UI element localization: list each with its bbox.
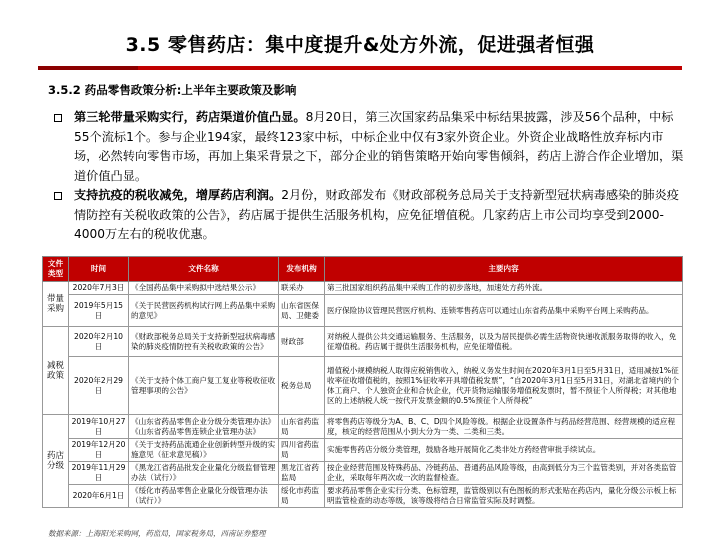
page-title: 3.5 零售药店：集中度提升&处方外流，促进强者恒强 (125, 34, 595, 56)
date-cell: 2020年2月10日 (69, 327, 129, 357)
square-bullet-icon (54, 192, 62, 200)
org-cell: 山东省药监局 (279, 415, 325, 439)
bullet-list (52, 108, 684, 245)
header-org: 发布机构 (279, 257, 325, 282)
bullet-text: 8月20日，第三次国家药品集采中标结果披露，涉及56个品种，中标55个流标1个。参与企业194家，最终123家中标，中标企业中仅有3家外资企业。外资企业战略性放弃标内市场，必然转向零售市场，再加上集采背景之下，部分企业的销售策略开始向零售倾斜，药店上游合作企业增加，渠道价值凸显。 (74, 110, 684, 183)
content-cell: 增值税小规模纳税人取得应税销售收入，纳税义务发生时间在2020年3月1日至5月31日，适用减按1%征收率征收增值税的，按照1%征收率开具增值税发票”，“自2020年3月1日至5月31日，对湖北省境内的个体工商户、个人独资企业和合伙企业，代开货物运输服务增值税发票时，暂不预征个人所得税；对其他地区的上述纳税人统一按代开发票金额的0.5%预征个人所得税” (325, 357, 683, 415)
table-row (43, 357, 683, 415)
date-cell: 2020年2月29日 (69, 357, 129, 415)
header-name: 文件名称 (129, 257, 279, 282)
org-cell: 绥化市药监局 (279, 485, 325, 508)
table-row (43, 295, 683, 327)
date-cell: 2019年12月20日 (69, 439, 129, 462)
name-cell: 《黑龙江省药品批发企业量化分级监督管理办法（试行）》 (129, 462, 279, 485)
name-cell: 《财政部税务总局关于支持新型冠状病毒感染的肺炎疫情防控有关税收政策的公告》 (129, 327, 279, 357)
date-cell: 2020年6月1日 (69, 485, 129, 508)
name-cell: 《山东省药品零售企业分级分类管理办法》《山东省药品零售连锁企业管理办法》 (129, 415, 279, 439)
header-content: 主要内容 (325, 257, 683, 282)
name-cell: 《关于支持药品流通企业创新转型升级的实施意见（征求意见稿）》 (129, 439, 279, 462)
bullet-item (52, 186, 684, 245)
date-cell: 2020年7月3日 (69, 282, 129, 295)
date-cell: 2019年11月29日 (69, 462, 129, 485)
section-subtitle: 3.5.2 药品零售政策分析:上半年主要政策及影响 (48, 83, 297, 97)
title-divider-accent (38, 66, 138, 70)
org-cell: 四川省药监局 (279, 439, 325, 462)
org-cell: 财政部 (279, 327, 325, 357)
table-row (43, 439, 683, 462)
square-bullet-icon (54, 114, 62, 122)
name-cell: 《全国药品集中采购拟中选结果公示》 (129, 282, 279, 295)
name-cell: 《绥化市药品零售企业量化分级管理办法（试行）》 (129, 485, 279, 508)
org-cell: 税务总局 (279, 357, 325, 415)
content-cell: 第三批国家组织药品集中采购工作的初步落地，加速处方药外流。 (325, 282, 683, 295)
bullet-text: 2月份，财政部发布《财政部税务总局关于支持新型冠状病毒感染的肺炎疫情防控有关税收政策的公告》，药店属于提供生活服务机构，应免征增值税。几家药店上市公司均享受到2000-4000万左右的税收优惠。 (74, 188, 679, 241)
org-cell: 黑龙江省药监局 (279, 462, 325, 485)
bullet-item (52, 108, 684, 186)
table-row (43, 282, 683, 295)
content-cell: 将零售药店等级分为A、B、C、D四个风险等级。根据企业设置条件与药品经营范围、经营规模的适应程度，核定的经营范围从小到大分为一类、二类和三类。 (325, 415, 683, 439)
table-row (43, 415, 683, 439)
org-cell: 山东省医保局、卫健委 (279, 295, 325, 327)
header-type: 文件类型 (43, 257, 69, 282)
date-cell: 2019年5月15日 (69, 295, 129, 327)
table-header-row (43, 257, 683, 282)
policy-table (42, 256, 683, 508)
bullet-lead: 第三轮带量采购实行，药店渠道价值凸显。 (74, 110, 306, 124)
header-date: 时间 (69, 257, 129, 282)
org-cell: 联采办 (279, 282, 325, 295)
type-cell: 减税政策 (43, 327, 69, 415)
date-cell: 2019年10月27日 (69, 415, 129, 439)
table-row (43, 485, 683, 508)
bullet-lead: 支持抗疫的税收减免，增厚药店利润。 (74, 188, 282, 202)
content-cell: 对纳税人提供公共交通运输服务、生活服务，以及为居民提供必需生活物资快递收派服务取得的收入，免征增值税。药店属于提供生活服务机构，应免征增值税。 (325, 327, 683, 357)
content-cell: 按企业经营范围及特殊药品、冷链药品、普通药品风险等级，由高到低分为三个监管类别，并对各类监管企业，采取每年两次或一次的监督检查。 (325, 462, 683, 485)
content-cell: 实施零售药店分级分类管理，鼓励各地开展简化乙类非处方药经营审批手续试点。 (325, 439, 683, 462)
name-cell: 《关于支持个体工商户复工复业等税收征收管理事项的公告》 (129, 357, 279, 415)
type-cell: 药店分级 (43, 415, 69, 508)
content-cell: 要求药品零售企业实行分类、色标管理，监管级别以有色图板的形式张贴在药店内，量化分级公示板上标明监管检查的动态等级，该等级将结合日常监管实际及时调整。 (325, 485, 683, 508)
content-cell: 医疗保险协议管理民营医疗机构、连锁零售药店可以通过山东省药品集中采购平台网上采购药品。 (325, 295, 683, 327)
data-source-note: 数据来源：上海阳光采购网，药监局，国家税务局，西南证券整理 (48, 529, 266, 538)
table-row (43, 462, 683, 485)
type-cell: 带量采购 (43, 282, 69, 327)
table-row (43, 327, 683, 357)
name-cell: 《关于民营医药机构试行网上药品集中采购的意见》 (129, 295, 279, 327)
